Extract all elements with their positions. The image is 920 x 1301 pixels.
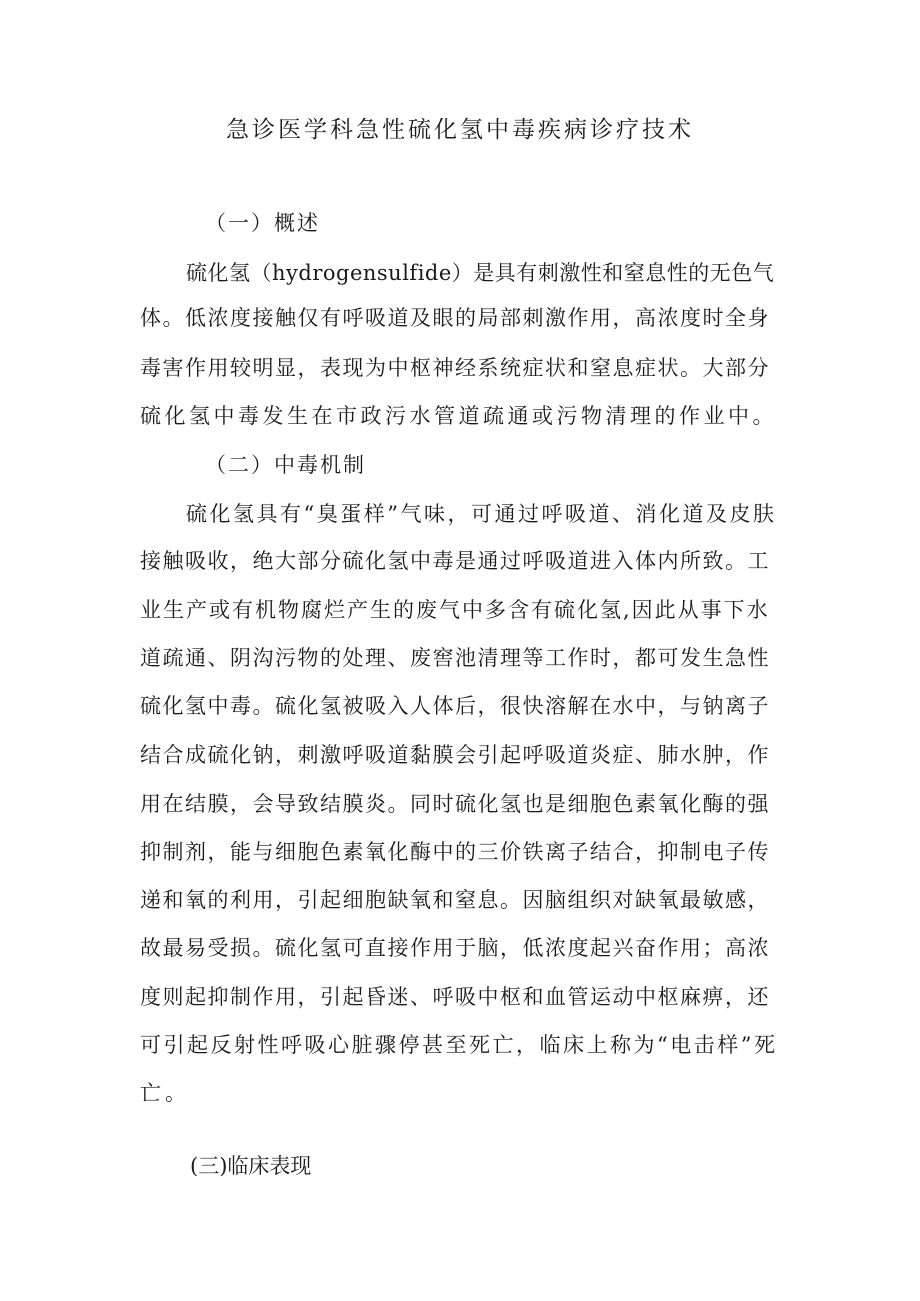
paragraph-line: 可引起反射性呼吸心脏骤停甚至死亡，临床上称为“电击样”死 <box>140 1033 778 1057</box>
paragraph-line: 毒害作用较明显，表现为中枢神经系统症状和窒息症状。大部分 <box>140 356 770 380</box>
paragraph-line: 故最易受损。硫化氢可直接作用于脑，低浓度起兴奋作用；高浓 <box>140 936 770 960</box>
paragraph-line: 体。低浓度接触仅有呼吸道及眼的局部刺激作用，高浓度时全身 <box>140 306 770 330</box>
paragraph-line: 抑制剂，能与细胞色素氧化酶中的三价铁离子结合，抑制电子传 <box>140 840 770 864</box>
paragraph-line: 结合成硫化钠，刺激呼吸道黏膜会引起呼吸道炎症、肺水肿，作 <box>140 743 770 767</box>
paragraph-line: 硫化氢具有“臭蛋样”气味，可通过呼吸道、消化道及皮肤 <box>186 502 777 526</box>
paragraph-line: 接触吸收，绝大部分硫化氢中毒是通过呼吸道进入体内所致。工 <box>140 549 770 573</box>
paragraph-line: 业生产或有机物腐烂产生的废气中多含有硫化氢,因此从事下水 <box>140 598 770 622</box>
document-title: 急诊医学科急性硫化氢中毒疾病诊疗技术 <box>226 117 694 143</box>
section-heading-mechanism: （二）中毒机制 <box>205 453 366 477</box>
paragraph-line: 硫化氢中毒发生在市政污水管道疏通或污物清理的作业中。 <box>140 404 777 428</box>
paragraph-line: 硫化氢中毒。硫化氢被吸入人体后，很快溶解在水中，与钠离子 <box>140 694 770 718</box>
paragraph-line: 亡。 <box>140 1081 190 1105</box>
paragraph-line: 度则起抑制作用，引起昏迷、呼吸中枢和血管运动中枢麻痹，还 <box>140 985 770 1009</box>
section-heading-overview: （一）概述 <box>205 211 320 235</box>
paragraph-line: 用在结膜，会导致结膜炎。同时硫化氢也是细胞色素氧化酶的强 <box>140 792 770 816</box>
paragraph-line: 道疏通、阴沟污物的处理、废窖池清理等工作时，都可发生急性 <box>140 646 770 670</box>
section-heading-clinical: (三)临床表现 <box>190 1154 312 1178</box>
paragraph-line: 递和氧的利用，引起细胞缺氧和窒息。因脑组织对缺氧最敏感， <box>140 888 770 912</box>
paragraph-line: 硫化氢（hydrogensulfide）是具有刺激性和窒息性的无色气 <box>186 261 775 285</box>
